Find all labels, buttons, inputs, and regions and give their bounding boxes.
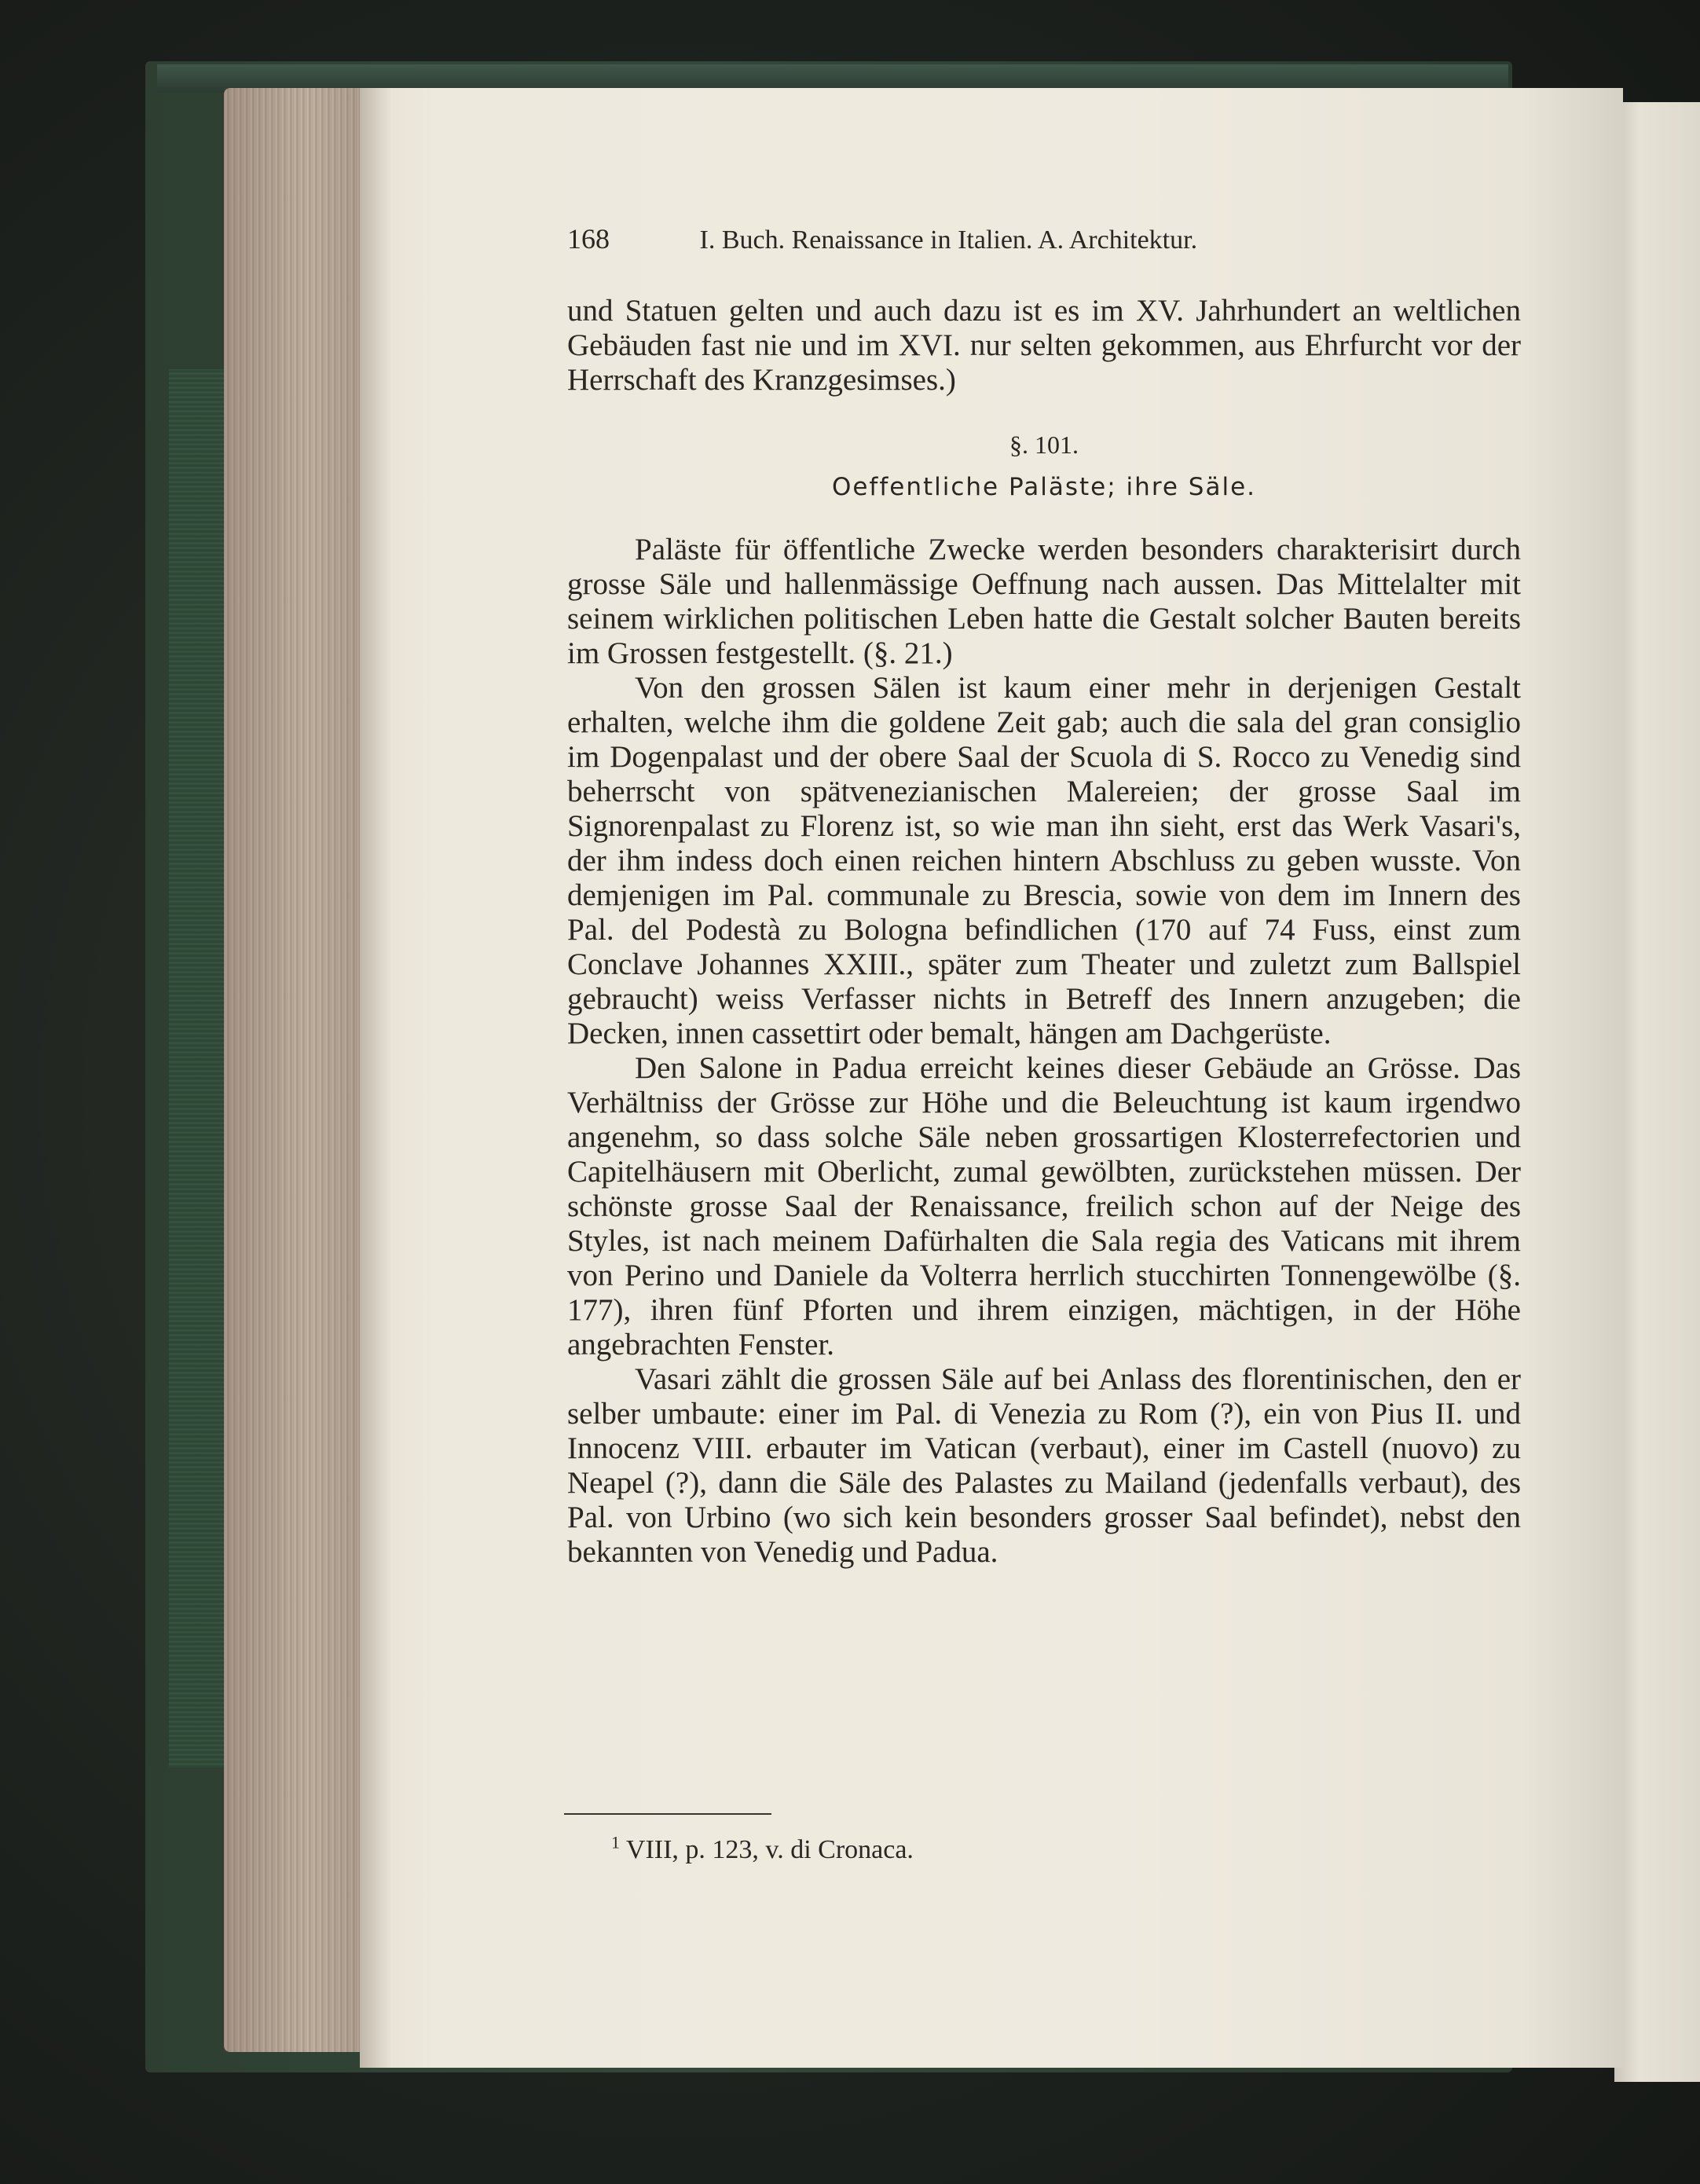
next-page-edge [1614, 102, 1700, 2082]
spine-leather [169, 369, 228, 1768]
paragraph-2: Von den grossen Sälen ist kaum einer mehr in derjenigen Gestalt erhalten, welche ihm die goldene Zeit gab; auch die sala del gran consiglio im Dogenpalast und der obere Saal der Scuola di S. Rocco zu Venedig sind beherrscht von spätvenezianischen Malereien; der grosse Saal im Signorenpalast zu Florenz ist, so wie man ihn sieht, erst das Werk Vasari's, der ihm indess doch einen reichen hintern Abschluss zu geben wusste. Von demjenigen im Pal. communale zu Brescia, sowie von dem im Innern des Pal. del Podestà zu Bologna befindlichen (170 auf 74 Fuss, einst zum Conclave Johannes XXIII., später zum Theater und zuletzt zum Ballspiel gebraucht) weiss Verfasser nichts in Betreff des Innern anzugeben; die Decken, innen cassettirt oder bemalt, hängen am Dachgerüste. [567, 671, 1521, 1050]
footnote [611, 1832, 914, 1865]
running-title: I. Buch. Renaissance in Italien. A. Architektur. [699, 225, 1198, 255]
page-body [567, 294, 1521, 1570]
running-header [567, 222, 1353, 255]
paragraph-1: Paläste für öffentliche Zwecke werden besonders charakterisirt durch grosse Säle und hallenmässige Oeffnung nach aussen. Das Mittelalter mit seinem wirklichen politischen Leben hatte die Gestalt solcher Bauten bereits im Grossen festgestellt. (§. 21.) [567, 533, 1521, 670]
paragraph-4: Vasari zählt die grossen Säle auf bei Anlass des florentinischen, den er selber umbaute: einer im Pal. di Venezia zu Rom (?), ein von Pius II. und Innocenz VIII. erbauter im Vatican (verbaut), einer im Castell (nuovo) zu Neapel (?), dann die Säle des Palastes zu Mailand (jedenfalls verbaut), des Pal. von Urbino (wo sich kein besonders grosser Saal befindet), nebst den bekannten von Venedig und Padua. [567, 1362, 1521, 1569]
footnote-marker: 1 [611, 1832, 620, 1852]
page-edges-shade [224, 88, 365, 2052]
section-title: Oeffentliche Paläste; ihre Säle. [831, 473, 1257, 501]
footnote-rule [564, 1813, 771, 1815]
intro-paragraph: und Statuen gelten und auch dazu ist es im XV. Jahrhundert an weltlichen Gebäuden fast nie und im XVI. nur selten gekommen, aus Ehrfurcht vor der Herrschaft des Kranzgesimses.) [567, 294, 1521, 397]
section-mark: §. 101. [1009, 431, 1079, 459]
page-number: 168 [567, 223, 610, 255]
paragraph-3: Den Salone in Padua erreicht keines dieser Gebäude an Grösse. Das Verhältniss der Grösse zur Höhe und die Beleuchtung ist kaum irgendwo angenehm, so dass solche Säle neben grossartigen Klosterrefectorien und Capitelhäusern mit Oberlicht, zumal gewölbten, zurückstehen müssen. Der schönste grosse Saal der Renaissance, freilich schon auf der Neige des Styles, ist nach meinem Dafürhalten die Sala regia des Vaticans mit ihrem von Perino und Daniele da Volterra herrlich stucchirten Tonnengewölbe (§. 177), ihren fünf Pforten und ihrem einzigen, mächtigen, in der Höhe angebrachten Fenster. [567, 1051, 1521, 1361]
gutter-shadow [360, 88, 391, 2068]
footnote-text: VIII, p. 123, v. di Cronaca. [625, 1835, 914, 1864]
